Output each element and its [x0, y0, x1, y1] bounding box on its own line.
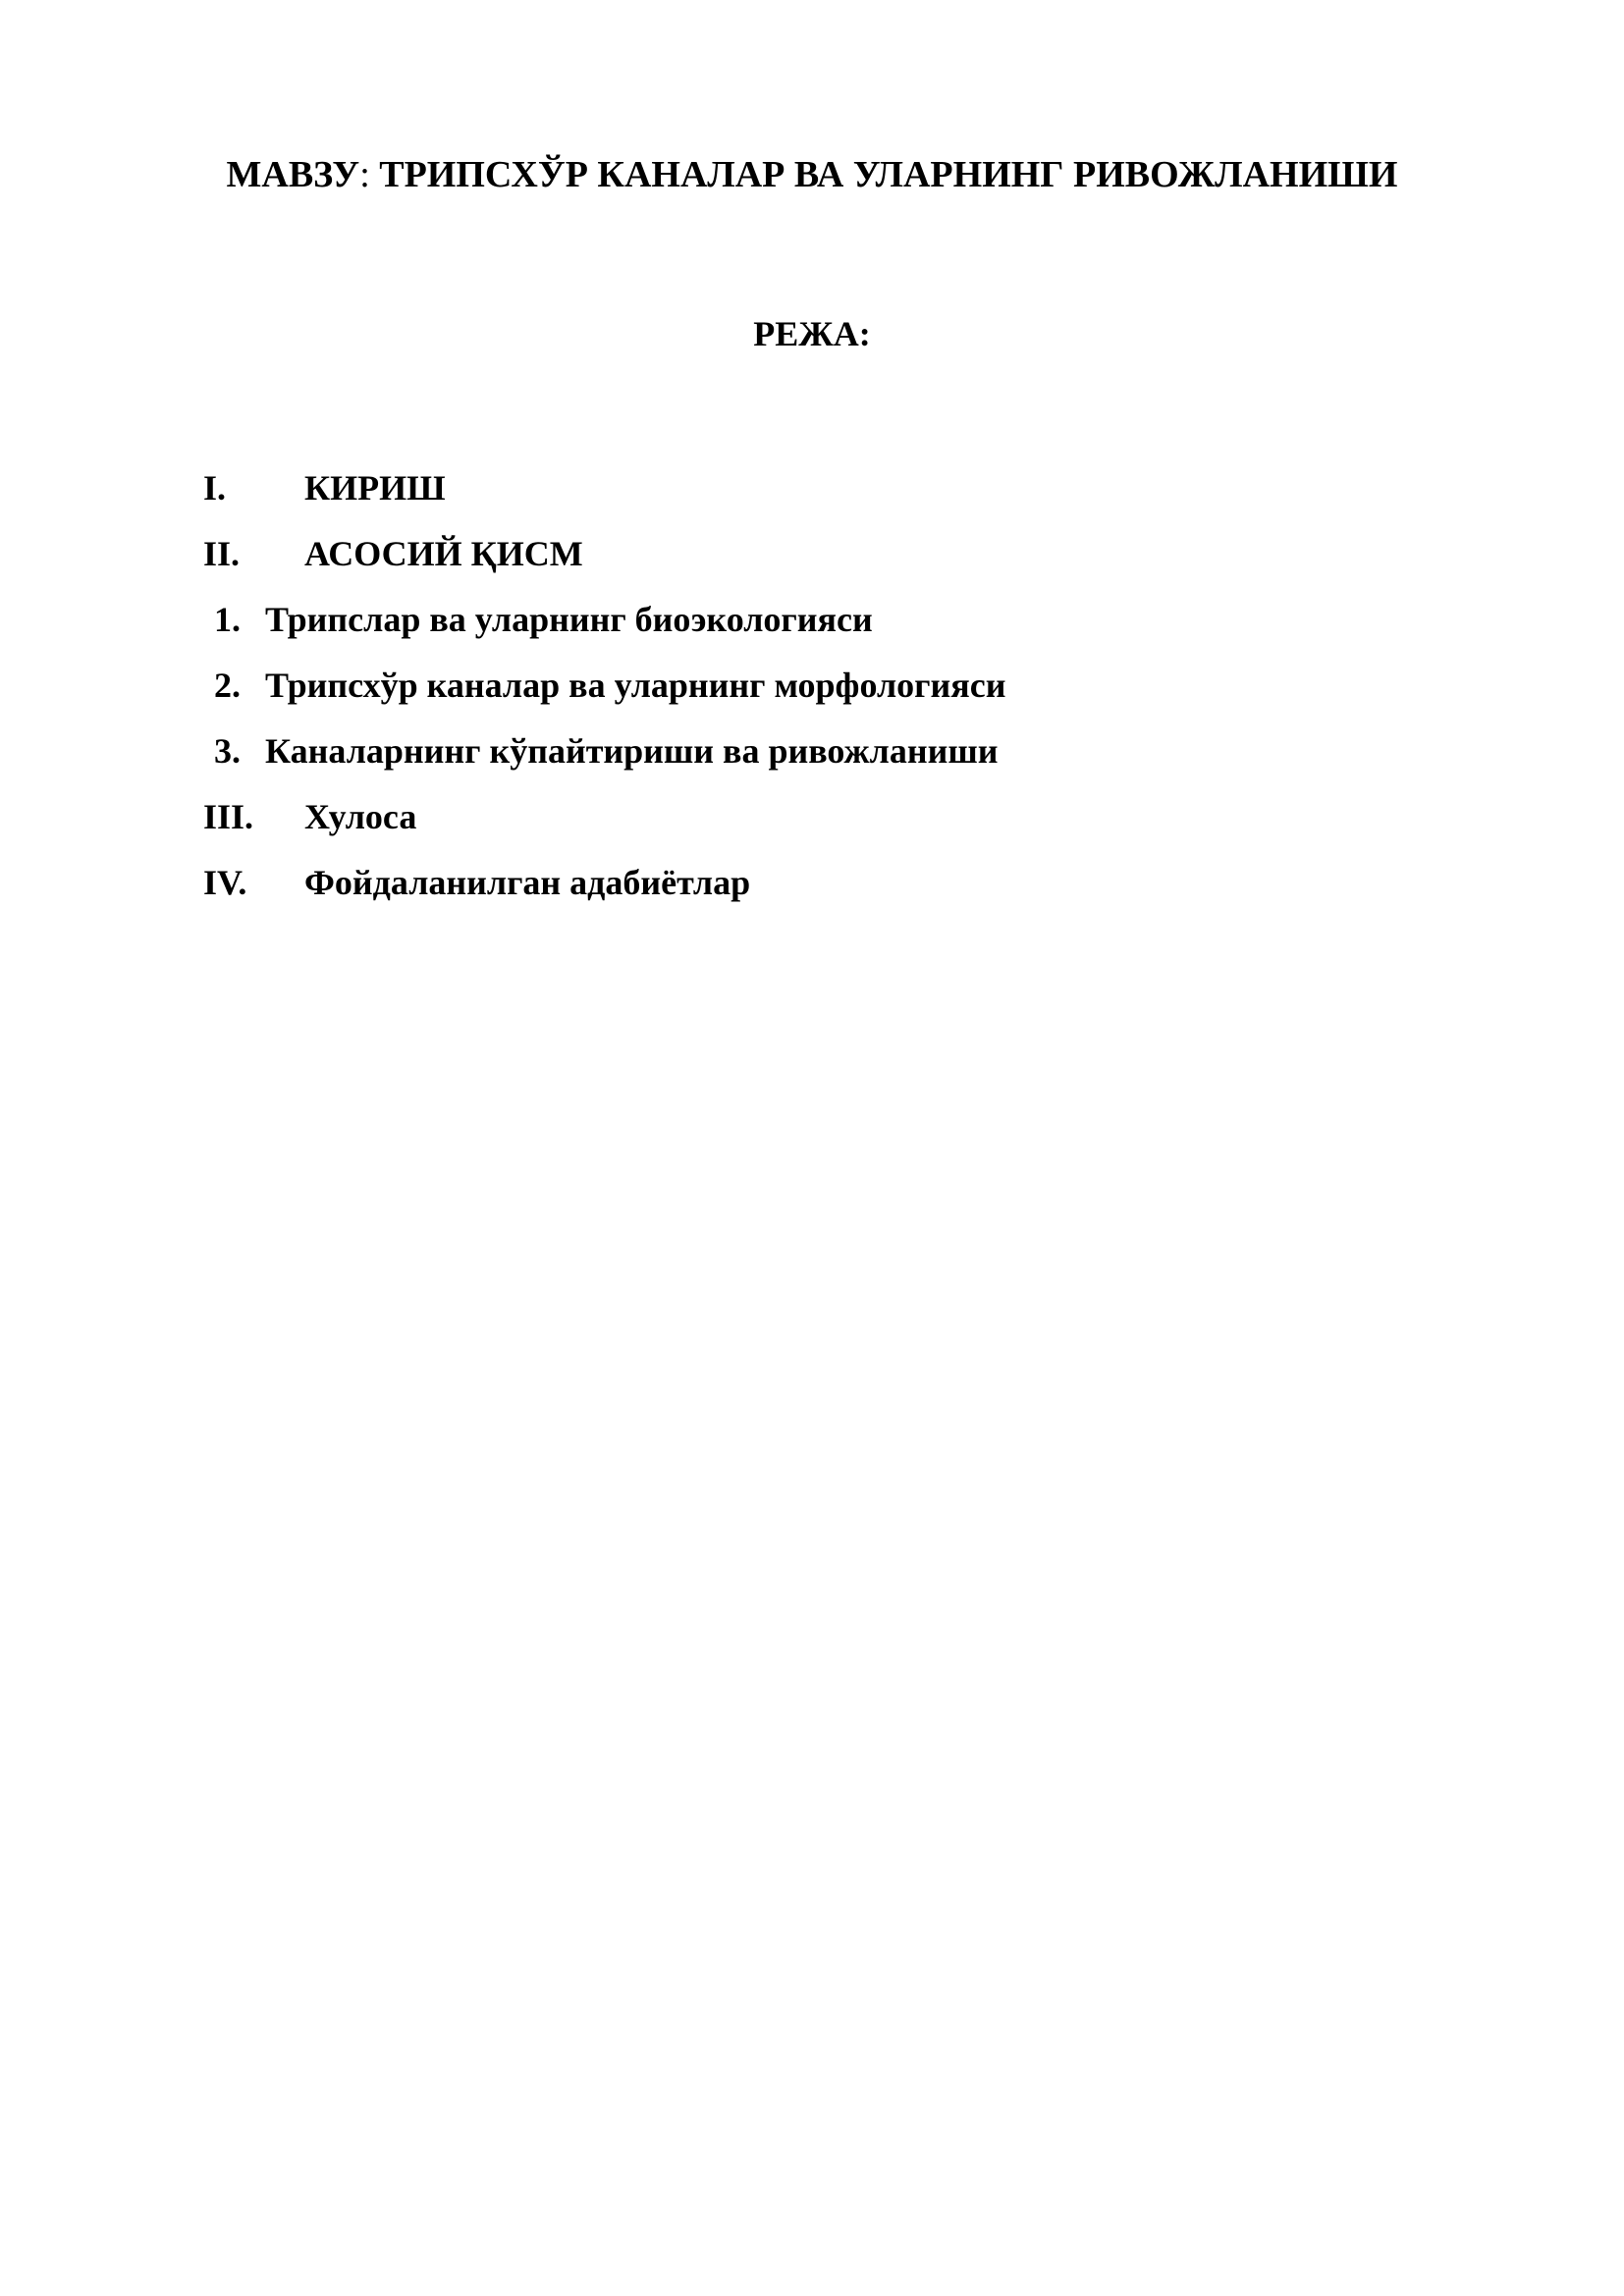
- plan-heading: РЕЖА:: [753, 314, 871, 353]
- outline-marker: 3.: [214, 731, 241, 771]
- title-colon: :: [359, 154, 370, 195]
- outline-marker: 2.: [214, 666, 241, 705]
- outline-text: Каналарнинг кўпайтириши ва ривожланиши: [265, 731, 999, 771]
- outline-text: Трипслар ва уларнинг биоэкологияси: [265, 600, 873, 639]
- outline-text: Фойдаланилган адабиётлар: [304, 863, 751, 902]
- title-text: ТРИПСХЎР КАНАЛАР ВА УЛАРНИНГ РИВОЖЛАНИШИ: [369, 154, 1398, 195]
- outline-text: Хулоса: [304, 797, 417, 836]
- outline-marker: II.: [203, 534, 241, 573]
- outline-text: АСОСИЙ ҚИСМ: [304, 534, 583, 573]
- outline-text: КИРИШ: [304, 468, 446, 507]
- document-title: [0, 149, 1624, 200]
- outline-marker: III.: [203, 797, 254, 836]
- title-prefix: МАВЗУ: [226, 154, 360, 195]
- outline-text: Трипсхўр каналар ва уларнинг морфологияси: [265, 666, 1006, 705]
- outline-marker: I.: [203, 468, 227, 507]
- outline-marker: IV.: [203, 863, 247, 902]
- outline-marker: 1.: [214, 600, 241, 639]
